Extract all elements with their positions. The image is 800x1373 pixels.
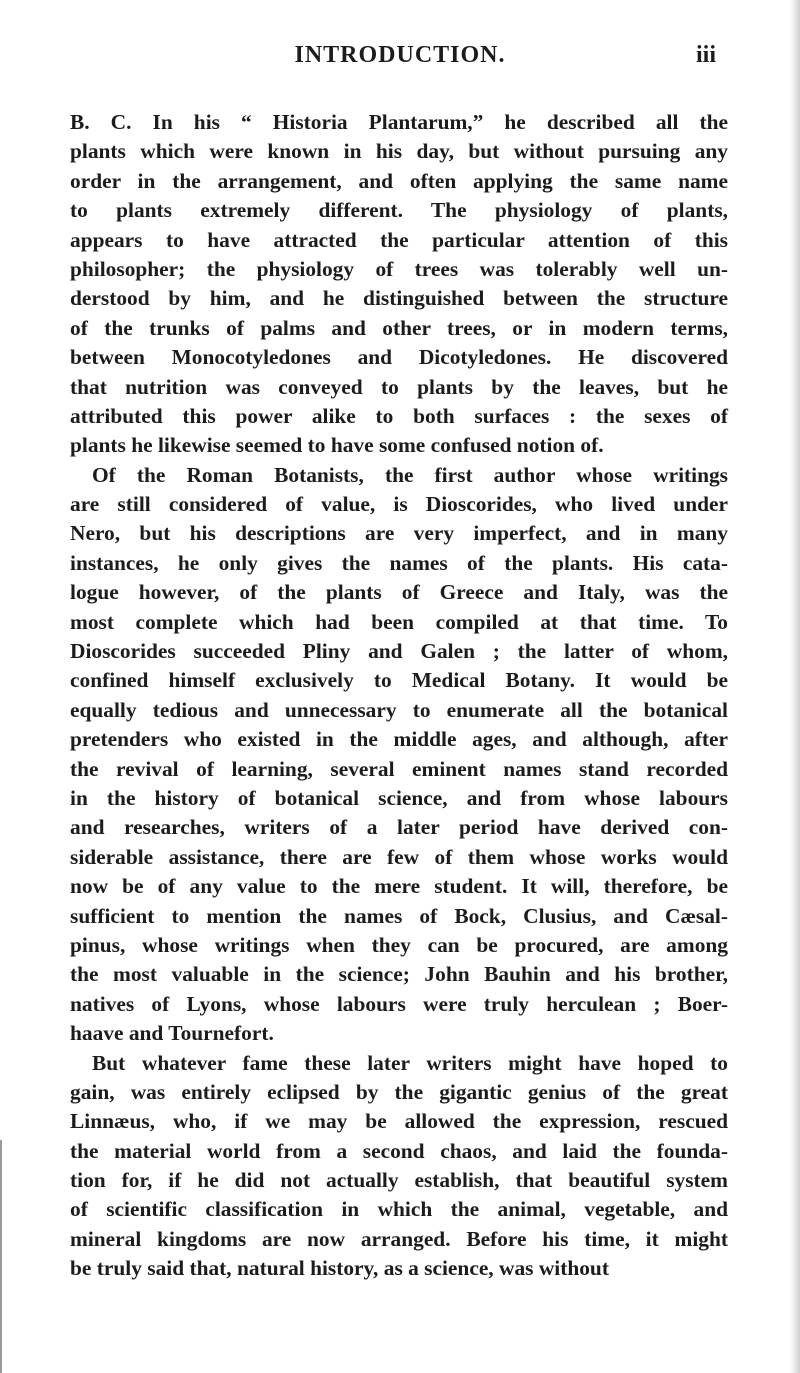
text-line: philosopher; the physiology of trees was tolerably well un- — [70, 256, 728, 281]
text-line: haave and Tournefort. — [70, 1021, 274, 1046]
text-line: to plants extremely different. The physiology of plants, — [70, 198, 728, 223]
text-line: the revival of learning, several eminent names stand recorded — [70, 756, 728, 781]
text-line: that nutrition was conveyed to plants by the leaves, but he — [70, 374, 728, 399]
text-line: B. C. In his “ Historia Plantarum,” he described all the — [70, 110, 728, 134]
text-line: Dioscorides succeeded Pliny and Galen ; the latter of whom, — [70, 639, 728, 664]
text-line: in the history of botanical science, and from whose labours — [70, 785, 728, 810]
text-line: equally tedious and unnecessary to enumerate all the botanical — [70, 697, 728, 722]
text-line: natives of Lyons, whose labours were truly herculean ; Boer- — [70, 991, 728, 1016]
text-line: now be of any value to the mere student. It will, therefore, be — [70, 874, 728, 899]
text-line: tion for, if he did not actually establish, that beautiful system — [70, 1168, 728, 1193]
text-line: mineral kingdoms are now arranged. Before his time, it might — [70, 1226, 728, 1251]
running-head — [0, 38, 800, 78]
text-line: between Monocotyledones and Dicotyledones. He discovered — [70, 345, 728, 370]
text-line: But whatever fame these later writers might have hoped to — [92, 1050, 728, 1075]
body-text — [70, 108, 728, 1284]
text-line: are still considered of value, is Dioscorides, who lived under — [70, 492, 728, 517]
text-line: be truly said that, natural history, as a science, was without — [70, 1256, 609, 1281]
text-line: Of the Roman Botanists, the first author whose writings — [92, 462, 728, 487]
text-line: logue however, of the plants of Greece and Italy, was the — [70, 580, 728, 605]
page-edge-shadow — [790, 0, 800, 1373]
text-line: of scientific classification in which the animal, vegetable, and — [70, 1197, 728, 1222]
text-line: most complete which had been compiled at that time. To — [70, 609, 728, 634]
paragraph — [70, 1049, 728, 1284]
text-line: pinus, whose writings when they can be procured, are among — [70, 932, 728, 957]
text-line: derstood by him, and he distinguished between the structure — [70, 286, 728, 311]
running-title: INTRODUCTION. — [294, 42, 506, 68]
text-line: Nero, but his descriptions are very imperfect, and in many — [70, 521, 728, 546]
text-line: order in the arrangement, and often applying the same name — [70, 168, 728, 193]
text-line: instances, he only gives the names of the plants. His cata- — [70, 550, 728, 575]
paragraph — [70, 108, 728, 461]
text-line: attributed this power alike to both surfaces : the sexes of — [70, 403, 728, 428]
text-line: and researches, writers of a later period have derived con- — [70, 815, 728, 840]
text-line: confined himself exclusively to Medical Botany. It would be — [70, 668, 728, 693]
paragraph — [70, 461, 728, 1049]
text-line: gain, was entirely eclipsed by the gigantic genius of the great — [70, 1079, 728, 1104]
text-line: sufficient to mention the names of Bock, Clusius, and Cæsal- — [70, 903, 728, 928]
page-number: iii — [695, 42, 716, 68]
text-line: plants which were known in his day, but without pursuing any — [70, 139, 728, 164]
text-line: pretenders who existed in the middle ages, and although, after — [70, 727, 728, 752]
text-line: of the trunks of palms and other trees, or in modern terms, — [70, 315, 728, 340]
text-line: siderable assistance, there are few of them whose works would — [70, 844, 728, 869]
text-line: the most valuable in the science; John Bauhin and his brother, — [70, 962, 728, 987]
page-edge-rule — [0, 1140, 2, 1373]
text-line: Linnæus, who, if we may be allowed the expression, rescued — [70, 1109, 728, 1134]
text-line: the material world from a second chaos, and laid the founda- — [70, 1138, 728, 1163]
text-line: plants he likewise seemed to have some confused notion of. — [70, 433, 604, 458]
text-line: appears to have attracted the particular attention of this — [70, 227, 728, 252]
